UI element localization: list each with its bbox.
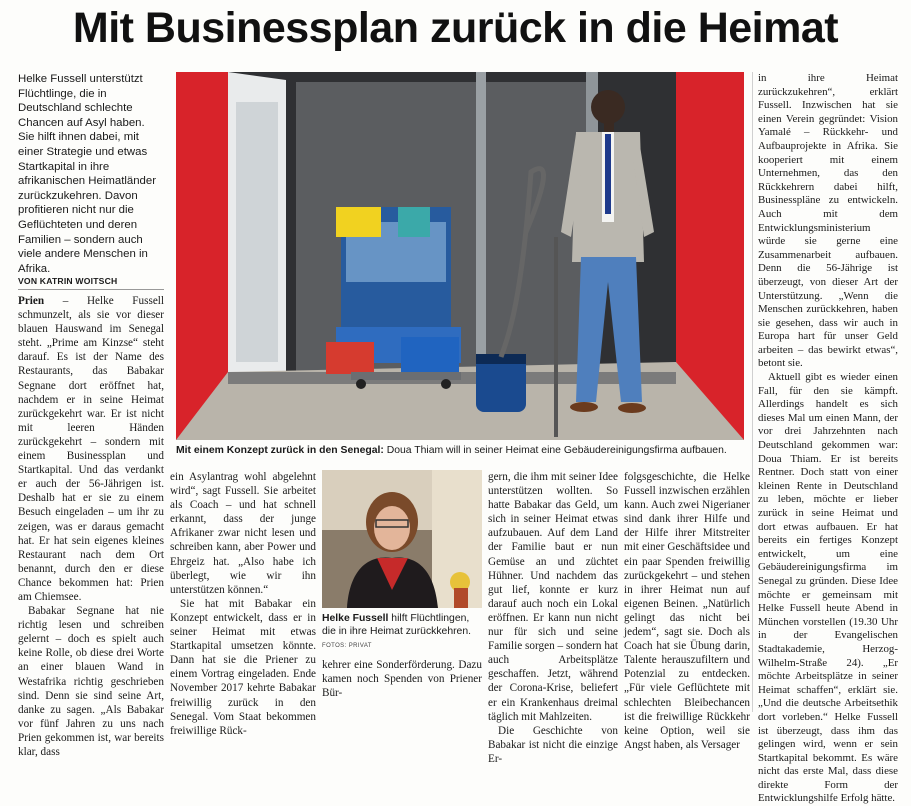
column-2 — [170, 470, 316, 738]
paragraph: Babakar Segnane hat nie richtig lesen und schreiben gelernt – doch es spielt auch keine Rolle, ob diese drei Worte an einer blauen Wand in Westafrika richtig geschrieben sind. Denn sie sind seine Art, danke zu sagen. „Als Babakar vor fünf Jahren zu uns nach Prien gekommen ist, war bereits klar, dass — [18, 605, 164, 758]
column-4 — [488, 470, 618, 766]
paragraph-dateline — [18, 294, 164, 604]
byline: VON KATRIN WOITSCH — [18, 276, 118, 286]
paragraph: kehrer eine Sonderförderung. Dazu kamen noch Spenden von Priener Bür- — [322, 659, 482, 700]
main-photo-caption — [176, 444, 746, 457]
column-6 — [758, 72, 898, 806]
caption-bold: Mit einem Konzept zurück in den Senegal: — [176, 445, 384, 456]
paragraph-text: – Helke Fussell schmunzelt, als sie vor dieser blauen Hauswand im Senegal steht. „Prime am Kinzse“ steht darauf. Es ist der Name des Restaurants, das Babakar Segnane dort eröffnet hat, nachdem er in seine Heimat zurückgekehrt war. Er ist nicht mit leeren Händen zurückgekehrt – sondern mit einem Businessplan und Startkapital. Und das verdankt er auch der 56-Jährigen ist. Deshalb hat er sie zu einem Besuch eingeladen – um ihr zu zeigen, was er daraus gemacht hat. Er hat sein eigenes kleines Restaurant nach dem Ort benannt, durch den er diese Chance bekommen hat: Prien am Chiemsee. — [18, 295, 164, 603]
column-3 — [322, 658, 482, 700]
main-photo-illustration — [176, 72, 744, 440]
headline: Mit Businessplan zurück in die Heimat — [72, 4, 839, 52]
caption-text: Doua Thiam will in seiner Heimat eine Gebäudereinigungsfirma aufbauen. — [383, 445, 727, 456]
paragraph: Die Geschichte von Babakar ist nicht die einzige Er- — [488, 724, 618, 765]
paragraph: Aktuell gibt es wieder einen Fall, für den sie kämpft. Allerdings handelt es sich dieses Mal um einen Mann, der vor drei Jahrzehnten nach Deutschland gekommen war: Doua Thiam. Er ist bereits Rentner. Doch statt von einer kleinen Rente in Deutschland zu leben, möchte er lieber zurück in seine Heimat und dort etwas aufbauen. Er hat bereits ein fertiges Konzept entwickelt, um eine Gebäudereinigungsfirma im Senegal zu gründen. Diese Idee möchte er gemeinsam mit Helke Fussell heute Abend in München vorstellen (19.30 Uhr in der Evangelischen Stadtakademie, Herzog-Wilhelm-Straße 24). „Er möchte Arbeitsplätze in seiner Heimat schaffen“, erklärt sie. „Und die deutsche Arbeitsethik dort vorleben.“ Helke Fussell ist überzeugt, dass ihm das gelingen wird, wenn er sein Startkapital bekommt. Es wäre nicht das erste Mal, dass diese direkte Form der Entwicklungshilfe Erfolg hätte. — [758, 371, 898, 805]
paragraph: folgsgeschichte, die Helke Fussell inzwischen erzählen kann. Auch zwei Nigerianer sind dank ihrer Hilfe und der Hilfe ihrer Mitstreiter mit einer Geschäftsidee und ein paar Spenden freiwillig zurückgekehrt – und stehen in ihrer Heimat nun auf eigenen Beinen. „Natürlich gelingt das nicht bei jedem“, sagt sie. Doch als Coach hat sie Übung darin, Talente herauszufiltern und Potenzial zu entdecken. „Für viele Geflüchtete mit schlechten Bleibechancen ist die freiwillige Rückkehr keine Option, weil sie Angst haben, als Versager — [624, 471, 750, 751]
portrait-caption — [322, 612, 482, 653]
paragraph: ein Asylantrag wohl abgelehnt wird“, sagt Fussell. Sie arbeitet als Coach – und hat schnell erkannt, dass der junge Afrikaner zwar nicht lesen und schreiben kann, aber Power und Ehrgeiz hat. „Also habe ich überlegt, wie wir ihn unterstützen können.“ — [170, 471, 316, 596]
paragraph: in ihre Heimat zurückzukehren“, erklärt Fussell. Inzwischen hat sie einen Verein gegründet: Vision Yamalé – Rückkehr- und Aufbauprojekte in Afrika. Sie kooperiert mit einem Unternehmen, das den Rückkehrern dabei hilft, Businesspläne zu entwickeln. Auch mit dem Entwicklungsministerium würde sie gerne eine Zusammenarbeit aufbauen. Denn die 56-Jährige ist überzeugt, von dieser Art der Unterstützung. „Wenn die Menschen zurückkehren, haben sie gesehen, dass wir auch in Europa hart für unser Geld arbeiten – das bewirkt etwas“, betont sie. — [758, 72, 898, 370]
paragraph: Sie hat mit Babakar ein Konzept entwickelt, dass er in seiner Heimat mit etwas Startkapital umsetzen könnte. Dann hat sie die Priener zu einem Vortrag eingeladen. Ende November 2017 kehrte Babakar freiwillig zurück in den Senegal. Vom Staat bekommen freiwillige Rück- — [170, 597, 316, 737]
photo-credit: FOTOS: PRIVAT — [322, 643, 372, 649]
caption-text: hilft Flüchtlingen, die in ihre Heimat zurückkehren. — [322, 613, 472, 637]
dateline: Prien — [18, 295, 45, 307]
main-photo — [176, 72, 744, 440]
column-1 — [18, 294, 164, 759]
column-divider — [752, 72, 753, 712]
portrait-photo-illustration — [322, 470, 482, 608]
column-5 — [624, 470, 750, 752]
byline-rule — [18, 289, 164, 290]
lead-paragraph: Helke Fussell unterstützt Flüchtlinge, die in Deutschland schlechte Chancen auf Asyl haben. Sie hilft ihnen dabei, mit einer Strategie und etwas Startkapital in ihre afrikanischen Heimatländer zurückzukehren. Davon profitieren nicht nur die Geflüchteten und deren Familien – sondern auch viele andere Menschen in Afrika. — [18, 73, 157, 275]
caption-bold: Helke Fussell — [322, 613, 389, 624]
paragraph: gern, die ihm mit seiner Idee unterstützen wollten. So hatte Babakar das Geld, um sich in seiner Heimat etwas aufzubauen. Auf dem Land der Familie baut er nun Gemüse an und züchtet Hühner. Und nachdem das gut lief, konnte er kurz darauf auch noch ein Lokal eröffnen. Er kann nun nicht nur für sich und seine Familie sorgen – sondern hat auch Arbeitsplätze geschaffen. Jetzt, während der Corona-Krise, beliefert er ein Krankenhaus dreimal täglich mit Mahlzeiten. — [488, 471, 618, 723]
portrait-photo — [322, 470, 482, 608]
